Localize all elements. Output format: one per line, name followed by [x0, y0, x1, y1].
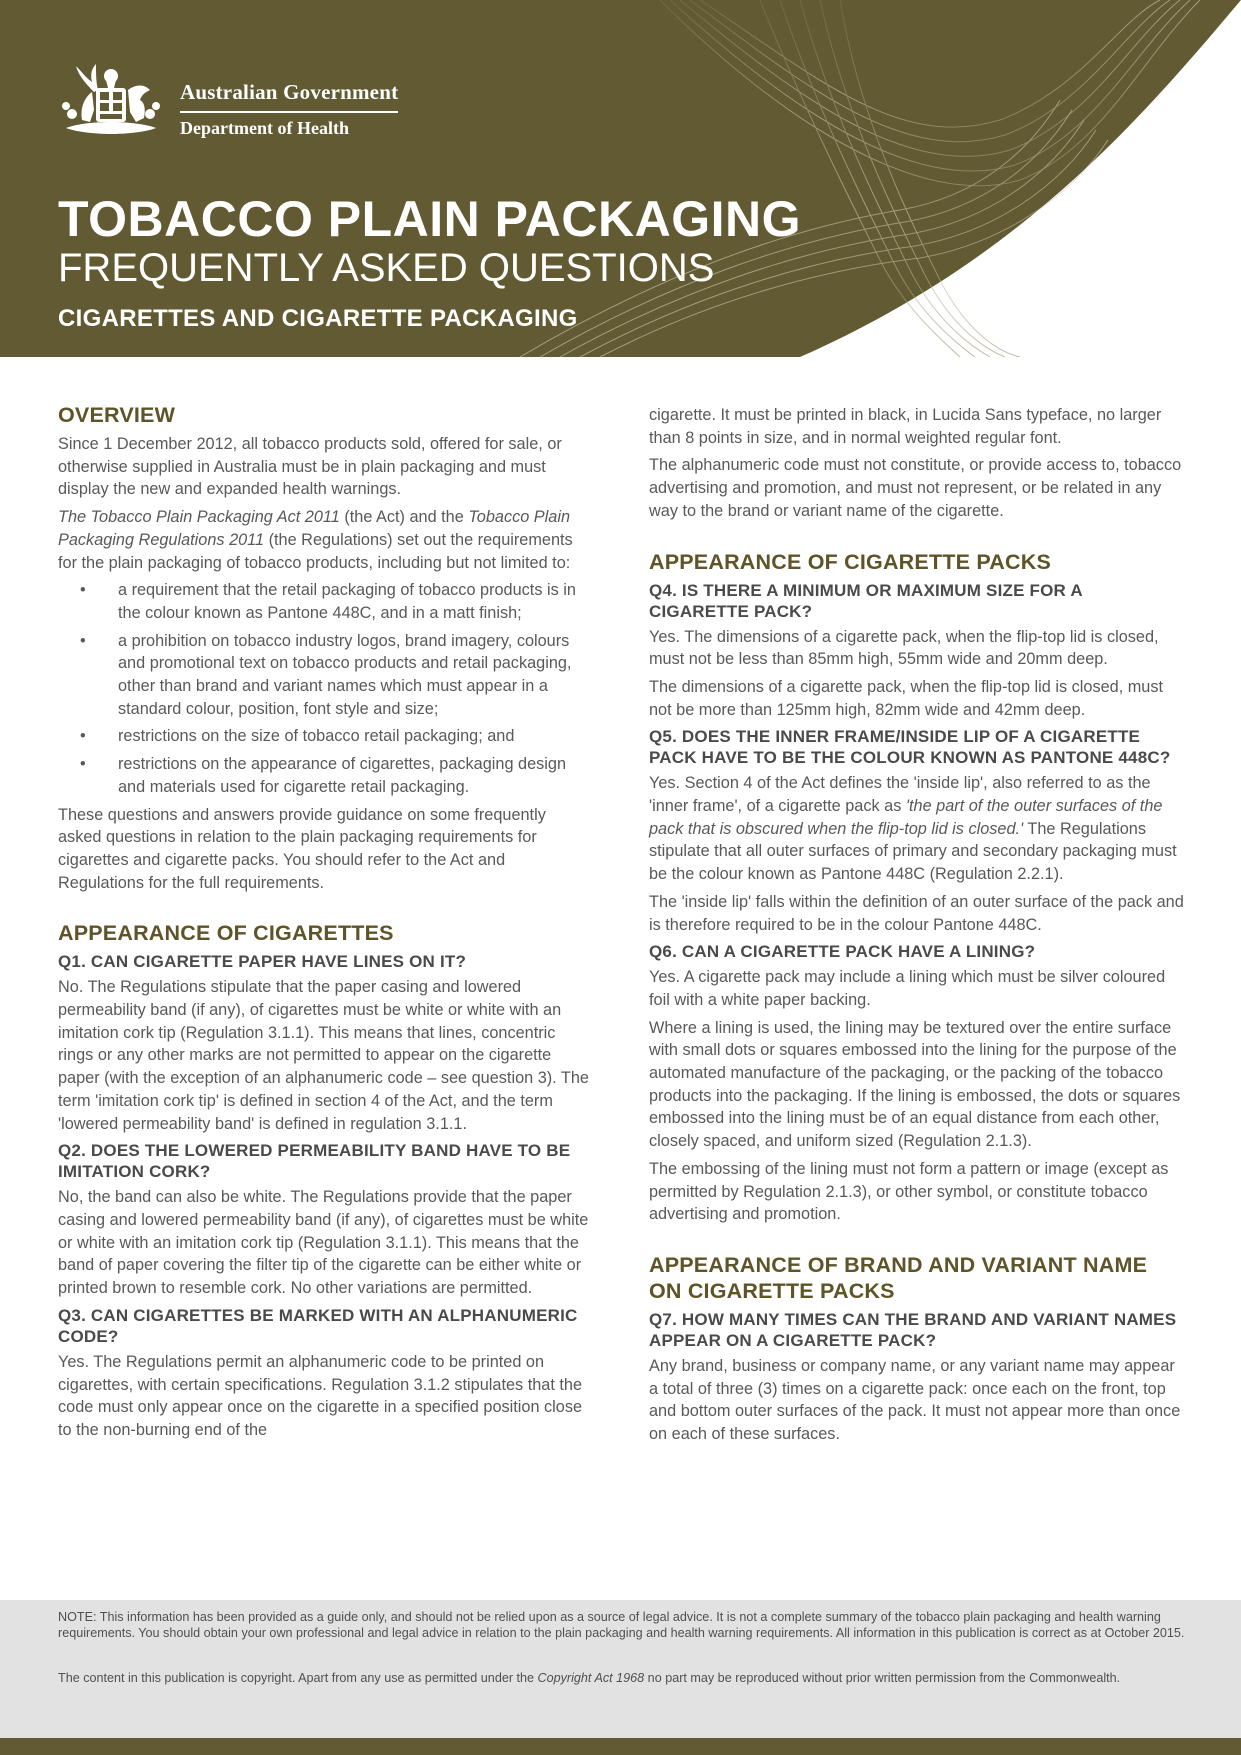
list-item: • restrictions on the size of tobacco retail packaging; and [58, 725, 593, 748]
packs-heading: APPEARANCE OF CIGARETTE PACKS [649, 549, 1051, 574]
decorative-wave-graphic [0, 0, 1241, 357]
answer-6-part-3: The embossing of the lining must not form a pattern or image (except as permitted by Regulation 2.1.3), or other symbol, or constitute tobacco advertising and promotion. [649, 1159, 1169, 1224]
overview-p2-mid: (the Act) and the [339, 508, 469, 527]
right-column [649, 404, 1184, 1451]
answer-5-part-2: The 'inside lip' falls within the definition of an outer surface of the pack and is therefore required to be in the colour Pantone 448C. [649, 892, 1184, 934]
overview-p2-end: (the Regulations) set out the requirements for the plain packaging of tobacco products, including but not limited to: [58, 530, 573, 572]
copyright-start: The content in this publication is copyright. Apart from any use as permitted under the [58, 1671, 538, 1685]
government-name: Australian Government [180, 80, 399, 104]
brand-heading: APPEARANCE OF BRAND AND VARIANT NAME ON CIGARETTE PACKS [649, 1252, 1148, 1303]
department-name: Department of Health [180, 118, 349, 138]
bottom-bar [0, 1738, 1241, 1755]
page-topic: CIGARETTES AND CIGARETTE PACKAGING [58, 305, 578, 332]
copyright-end: no part may be reproduced without prior written permission from the Commonwealth. [644, 1671, 1121, 1685]
spacer [649, 528, 1184, 549]
answer-6-part-2: Where a lining is used, the lining may be textured over the entire surface with small dots or squares embossed into the lining for the purpose of the automated manufacture of the packaging, or the packing of the tobacco products into the packaging. If the lining is embossed, the dots or squares embossed into the lining must be of an equal distance from each other, closely spaced, and uniform sized (Regulation 2.1.3). [649, 1018, 1181, 1151]
page-title: TOBACCO PLAIN PACKAGING [58, 191, 801, 247]
answer-3-part-2: cigarette. It must be printed in black, in Lucida Sans typeface, no larger than 8 points in size, and in normal weighted regular font. [649, 406, 1162, 447]
answer-2: No, the band can also be white. The Regulations provide that the paper casing and lowered permeability band (if any), of cigarettes must be white or white with an imitation cork tip (Regulation 3.1.1). This means that the band of paper covering the filter tip of the cigarette can be either white or printed brown to resemble cork. No other variations are permitted. [58, 1188, 589, 1298]
answer-5-start: Yes. Section 4 of the Act defines the 'inside lip', also referred to as the 'inner frame', of a cigarette pack as [649, 774, 1151, 816]
question-5: Q5. DOES THE INNER FRAME/INSIDE LIP OF A CIGARETTE PACK HAVE TO BE THE COLOUR KNOWN AS PANTONE 448C? [649, 727, 1171, 768]
answer-3-part-1: Yes. The Regulations permit an alphanumeric code to be printed on cigarettes, with certain specifications. Regulation 3.1.2 stipulates that the code must only appear once on the cigarette in a specified position close to the non-burning end of the [58, 1352, 583, 1439]
question-6: Q6. CAN A CIGARETTE PACK HAVE A LINING? [649, 942, 1036, 962]
overview-paragraph-1: Since 1 December 2012, all tobacco products sold, offered for sale, or otherwise supplied in Australia must be in plain packaging and must display the new and expanded health warnings. [58, 435, 562, 499]
question-2: Q2. DOES THE LOWERED PERMEABILITY BAND HAVE TO BE IMITATION CORK? [58, 1141, 571, 1182]
disclaimer-note: NOTE: This information has been provided as a guide only, and should not be relied upon as a source of legal advice. It is not a complete summary of the tobacco plain packaging and health warning requirements. You should obtain your own professional and legal advice in relation to the plain packaging and health warning requirements. All information in this publication is correct as at October 2015. [58, 1610, 1185, 1641]
answer-4-part-1: Yes. The dimensions of a cigarette pack, when the flip-top lid is closed, must not be less than 85mm high, 55mm wide and 20mm deep. [649, 627, 1159, 669]
list-item: • a prohibition on tobacco industry logos, brand imagery, colours and promotional text on tobacco products and retail packaging, other than brand and variant names which must appear in a standard colour, position, font style and size; [58, 630, 593, 721]
answer-6-part-1: Yes. A cigarette pack may include a lining which must be silver coloured foil with a white paper backing. [649, 968, 1166, 1009]
left-column [58, 402, 593, 1447]
copyright-act-title: Copyright Act 1968 [537, 1671, 645, 1685]
question-1: Q1. CAN CIGARETTE PAPER HAVE LINES ON IT? [58, 952, 467, 972]
act-title: The Tobacco Plain Packaging Act 2011 [58, 508, 340, 527]
spacer [649, 1231, 1184, 1252]
answer-3-part-3: The alphanumeric code must not constitute, or provide access to, tobacco advertising and promotion, and must not represent, or be related in any way to the brand or variant name of the cigarette. [649, 456, 1182, 520]
cigarettes-heading: APPEARANCE OF CIGARETTES [58, 921, 394, 946]
overview-heading: OVERVIEW [58, 403, 176, 427]
answer-4-part-2: The dimensions of a cigarette pack, when the flip-top lid is closed, must not be more than 125mm high, 82mm wide and 42mm deep. [649, 677, 1164, 719]
inside-lip-definition: 'the part of the outer surfaces of the pack that is obscured when the flip-top lid is closed.' [649, 797, 1163, 838]
answer-5-end: The Regulations stipulate that all outer surfaces of primary and secondary packaging must be the colour known as Pantone 448C (Regulation 2.2.1). [649, 819, 1177, 884]
coat-of-arms-emblem [56, 62, 166, 144]
question-4: Q4. IS THERE A MINIMUM OR MAXIMUM SIZE FOR A CIGARETTE PACK? [649, 580, 1083, 621]
regulations-title: Tobacco Plain Packaging Regulations 2011 [58, 508, 571, 549]
logo-divider [180, 111, 398, 113]
question-3: Q3. CAN CIGARETTES BE MARKED WITH AN ALPHANUMERIC CODE? [58, 1305, 578, 1346]
page-header [0, 0, 1241, 357]
copyright-note [58, 1670, 1188, 1686]
list-item: • a requirement that the retail packaging of tobacco products is in the colour known as Pantone 448C, and in a matt finish; [58, 579, 593, 624]
requirements-list [58, 579, 593, 798]
answer-7: Any brand, business or company name, or any variant name may appear a total of three (3) times on a cigarette pack: once each on the front, top and bottom outer surfaces of the pack. It must not appear more than once on each of these surfaces. [649, 1356, 1181, 1444]
list-item: • restrictions on the appearance of cigarettes, packaging design and materials used for cigarette retail packaging. [58, 753, 593, 798]
page-subtitle: FREQUENTLY ASKED QUESTIONS [58, 246, 715, 290]
question-7: Q7. HOW MANY TIMES CAN THE BRAND AND VARIANT NAMES APPEAR ON A CIGARETTE PACK? [649, 1309, 1177, 1350]
answer-1: No. The Regulations stipulate that the paper casing and lowered permeability band (if any), of cigarettes must be white or white with an imitation cork tip (Regulation 3.1.1). This means that lines, concentric rings or any other marks are not permitted to appear on the cigarette paper (with the exception of an alphanumeric code – see question 3). The term 'imitation cork tip' is defined in section 4 of the Act, and the term 'lowered permeability band' is defined in regulation 3.1.1. [58, 978, 589, 1133]
answer-5-part-1 [649, 772, 1184, 886]
spacer [58, 899, 593, 920]
disclaimer-footer [0, 1600, 1241, 1738]
overview-paragraph-2 [58, 506, 593, 574]
overview-paragraph-3: These questions and answers provide guidance on some frequently asked questions in relation to the plain packaging requirements for cigarettes and cigarette packs. You should refer to the Act and Regulations for the full requirements. [58, 805, 546, 892]
